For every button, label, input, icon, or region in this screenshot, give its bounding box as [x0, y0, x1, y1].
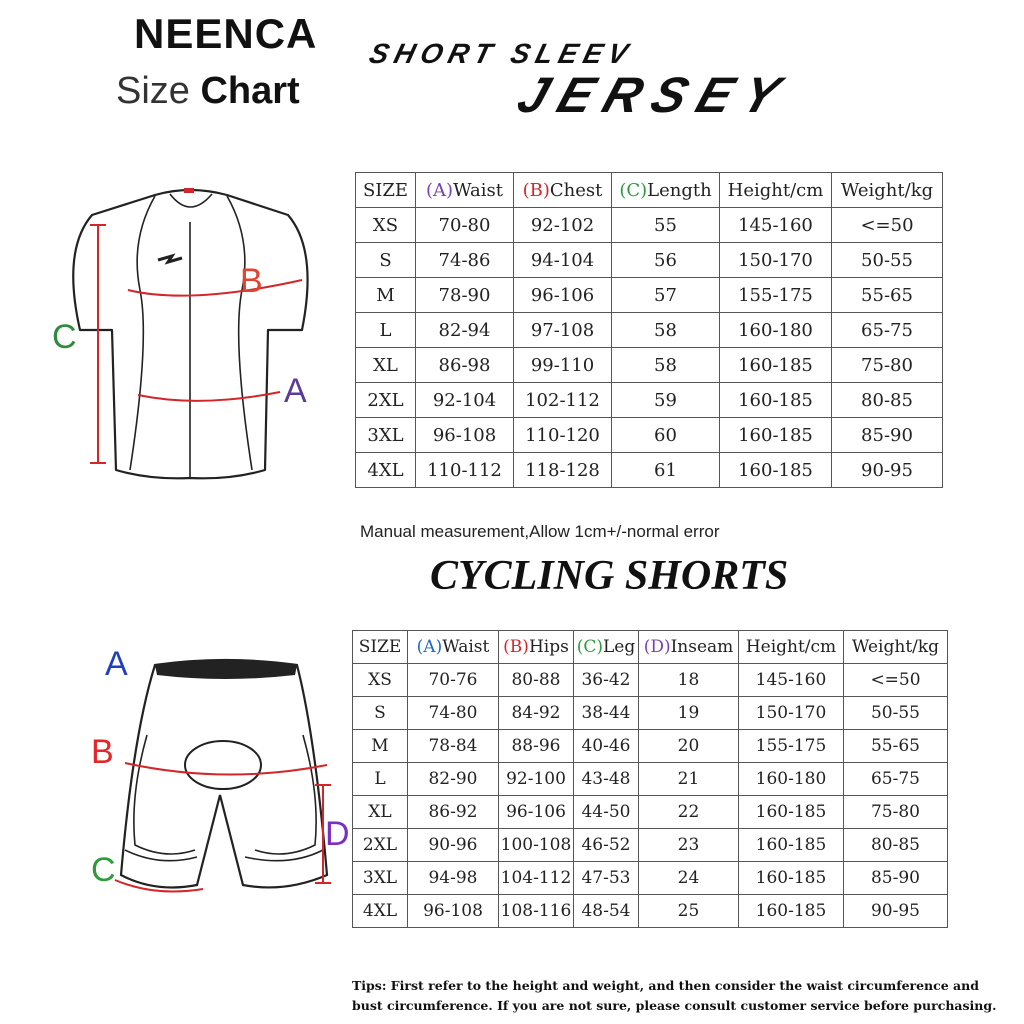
- table-cell: 160-185: [720, 348, 832, 383]
- table-cell: 75-80: [832, 348, 943, 383]
- table-cell: 43-48: [574, 763, 639, 796]
- table-cell: 88-96: [499, 730, 574, 763]
- table-cell: 85-90: [844, 862, 948, 895]
- table-cell: 97-108: [514, 313, 612, 348]
- table-row: [356, 383, 943, 418]
- table-cell: 19: [639, 697, 739, 730]
- tips-text: Tips: First refer to the height and weight, and then consider the waist circumference and bust circumference. If you are not sure, please consult customer service before purchasing.: [352, 978, 997, 1013]
- table-cell: 55: [612, 208, 720, 243]
- jersey-title-line2: JERSEY: [510, 67, 799, 123]
- size-cell: 4XL: [353, 895, 408, 928]
- col-inseam-letter: (D): [643, 637, 671, 657]
- table-cell: 92-102: [514, 208, 612, 243]
- col-hips-letter: (B): [503, 637, 529, 657]
- table-cell: 92-100: [499, 763, 574, 796]
- table-cell: 82-94: [416, 313, 514, 348]
- table-cell: 78-90: [416, 278, 514, 313]
- shorts-label-c: C: [91, 851, 116, 889]
- jersey-title-line1: SHORT SLEEV: [366, 38, 638, 69]
- table-row: [353, 763, 948, 796]
- table-cell: 44-50: [574, 796, 639, 829]
- table-row: [353, 730, 948, 763]
- jersey-illustration: [40, 180, 340, 490]
- col-length-label: Length: [647, 179, 712, 201]
- jersey-label-a: A: [284, 372, 307, 410]
- table-cell: 160-180: [739, 763, 844, 796]
- table-cell: 58: [612, 313, 720, 348]
- col-leg: [574, 631, 639, 664]
- table-row: [356, 278, 943, 313]
- table-cell: 150-170: [739, 697, 844, 730]
- size-chart-word-chart: Chart: [200, 70, 300, 112]
- table-cell: 94-104: [514, 243, 612, 278]
- table-cell: 90-95: [832, 453, 943, 488]
- table-cell: 100-108: [499, 829, 574, 862]
- col-height: Height/cm: [720, 173, 832, 208]
- table-cell: 145-160: [720, 208, 832, 243]
- table-cell: 96-106: [499, 796, 574, 829]
- table-row: [356, 313, 943, 348]
- shorts-size-table: [352, 630, 948, 928]
- shorts-illustration: [85, 645, 355, 905]
- size-cell: 2XL: [356, 383, 416, 418]
- table-cell: 85-90: [832, 418, 943, 453]
- jersey-table-body: [356, 208, 943, 488]
- table-cell: 160-185: [739, 862, 844, 895]
- col-size: SIZE: [356, 173, 416, 208]
- table-cell: 58: [612, 348, 720, 383]
- table-cell: 22: [639, 796, 739, 829]
- size-cell: M: [353, 730, 408, 763]
- table-cell: 99-110: [514, 348, 612, 383]
- size-chart-word-size: Size: [116, 70, 190, 112]
- size-cell: M: [356, 278, 416, 313]
- table-cell: 155-175: [739, 730, 844, 763]
- table-cell: 48-54: [574, 895, 639, 928]
- table-cell: 20: [639, 730, 739, 763]
- size-cell: XS: [353, 664, 408, 697]
- table-cell: 160-185: [720, 418, 832, 453]
- table-cell: 160-185: [720, 453, 832, 488]
- table-cell: 118-128: [514, 453, 612, 488]
- table-cell: 25: [639, 895, 739, 928]
- col-inseam: [639, 631, 739, 664]
- table-cell: 86-92: [408, 796, 499, 829]
- table-cell: 70-76: [408, 664, 499, 697]
- table-cell: 23: [639, 829, 739, 862]
- table-cell: 80-88: [499, 664, 574, 697]
- table-row: [353, 895, 948, 928]
- col-chest-letter: (B): [522, 179, 550, 201]
- col-waist-letter: (A): [416, 637, 443, 657]
- shorts-label-b: B: [91, 733, 114, 771]
- col-leg-label: Leg: [603, 637, 636, 657]
- table-cell: 74-86: [416, 243, 514, 278]
- shorts-table-body: [353, 664, 948, 928]
- table-cell: 160-185: [739, 829, 844, 862]
- table-cell: 18: [639, 664, 739, 697]
- col-length-letter: (C): [619, 179, 648, 201]
- shorts-header-row: [353, 631, 948, 664]
- size-cell: 4XL: [356, 453, 416, 488]
- col-weight: Weight/kg: [844, 631, 948, 664]
- table-row: [353, 829, 948, 862]
- table-cell: 110-112: [416, 453, 514, 488]
- col-leg-letter: (C): [576, 637, 604, 657]
- size-cell: S: [356, 243, 416, 278]
- table-cell: 50-55: [832, 243, 943, 278]
- table-cell: 82-90: [408, 763, 499, 796]
- col-chest-label: Chest: [549, 179, 603, 201]
- table-cell: 145-160: [739, 664, 844, 697]
- table-cell: 160-185: [739, 796, 844, 829]
- table-cell: 160-180: [720, 313, 832, 348]
- table-cell: 102-112: [514, 383, 612, 418]
- table-row: [353, 697, 948, 730]
- shorts-waistband: [155, 660, 297, 679]
- table-cell: 61: [612, 453, 720, 488]
- table-cell: 65-75: [844, 763, 948, 796]
- table-cell: 59: [612, 383, 720, 418]
- size-cell: 3XL: [356, 418, 416, 453]
- col-waist-letter: (A): [426, 179, 454, 201]
- table-cell: 36-42: [574, 664, 639, 697]
- col-weight: Weight/kg: [832, 173, 943, 208]
- table-cell: 92-104: [416, 383, 514, 418]
- table-cell: 78-84: [408, 730, 499, 763]
- table-cell: 90-96: [408, 829, 499, 862]
- table-cell: 38-44: [574, 697, 639, 730]
- col-waist-label: Waist: [453, 179, 503, 201]
- col-waist: [416, 173, 514, 208]
- table-cell: 65-75: [832, 313, 943, 348]
- table-cell: 80-85: [832, 383, 943, 418]
- table-row: [356, 243, 943, 278]
- table-row: [353, 796, 948, 829]
- size-cell: XL: [356, 348, 416, 383]
- size-cell: 3XL: [353, 862, 408, 895]
- table-cell: 70-80: [416, 208, 514, 243]
- col-size: SIZE: [353, 631, 408, 664]
- table-cell: 47-53: [574, 862, 639, 895]
- table-cell: 160-185: [720, 383, 832, 418]
- table-row: [356, 453, 943, 488]
- table-cell: <=50: [832, 208, 943, 243]
- table-cell: 75-80: [844, 796, 948, 829]
- table-cell: 94-98: [408, 862, 499, 895]
- table-cell: 21: [639, 763, 739, 796]
- size-cell: XS: [356, 208, 416, 243]
- col-hips: [499, 631, 574, 664]
- table-cell: 74-80: [408, 697, 499, 730]
- size-cell: 2XL: [353, 829, 408, 862]
- col-inseam-label: Inseam: [670, 637, 734, 657]
- jersey-header-row: [356, 173, 943, 208]
- table-row: [353, 664, 948, 697]
- jersey-tag: [184, 188, 194, 193]
- table-cell: 57: [612, 278, 720, 313]
- table-row: [353, 862, 948, 895]
- size-cell: S: [353, 697, 408, 730]
- col-height: Height/cm: [739, 631, 844, 664]
- table-cell: 96-108: [408, 895, 499, 928]
- size-cell: XL: [353, 796, 408, 829]
- table-cell: 24: [639, 862, 739, 895]
- table-row: [356, 418, 943, 453]
- col-hips-label: Hips: [528, 637, 569, 657]
- table-cell: 84-92: [499, 697, 574, 730]
- table-cell: 150-170: [720, 243, 832, 278]
- table-cell: 40-46: [574, 730, 639, 763]
- table-cell: 160-185: [739, 895, 844, 928]
- table-cell: 110-120: [514, 418, 612, 453]
- table-cell: 155-175: [720, 278, 832, 313]
- col-waist-label: Waist: [442, 637, 490, 657]
- brand-logo: NEENCA: [134, 10, 318, 57]
- table-cell: 55-65: [832, 278, 943, 313]
- measurement-note: Manual measurement,Allow 1cm+/-normal error: [360, 522, 720, 541]
- jersey-size-table: [355, 172, 943, 488]
- table-cell: 86-98: [416, 348, 514, 383]
- col-waist: [408, 631, 499, 664]
- table-cell: 108-116: [499, 895, 574, 928]
- table-cell: 56: [612, 243, 720, 278]
- table-cell: 60: [612, 418, 720, 453]
- table-cell: <=50: [844, 664, 948, 697]
- size-chart-heading: [116, 70, 300, 113]
- shorts-label-a: A: [105, 645, 128, 683]
- table-cell: 104-112: [499, 862, 574, 895]
- size-cell: L: [356, 313, 416, 348]
- table-row: [356, 348, 943, 383]
- table-cell: 46-52: [574, 829, 639, 862]
- jersey-label-c: C: [52, 318, 77, 356]
- table-cell: 50-55: [844, 697, 948, 730]
- col-chest: [514, 173, 612, 208]
- table-cell: 90-95: [844, 895, 948, 928]
- table-cell: 55-65: [844, 730, 948, 763]
- shorts-title: CYCLING SHORTS: [430, 553, 789, 599]
- table-cell: 96-106: [514, 278, 612, 313]
- table-row: [356, 208, 943, 243]
- size-cell: L: [353, 763, 408, 796]
- jersey-label-b: B: [240, 262, 263, 300]
- table-cell: 80-85: [844, 829, 948, 862]
- col-length: [612, 173, 720, 208]
- shorts-label-d: D: [325, 815, 350, 853]
- table-cell: 96-108: [416, 418, 514, 453]
